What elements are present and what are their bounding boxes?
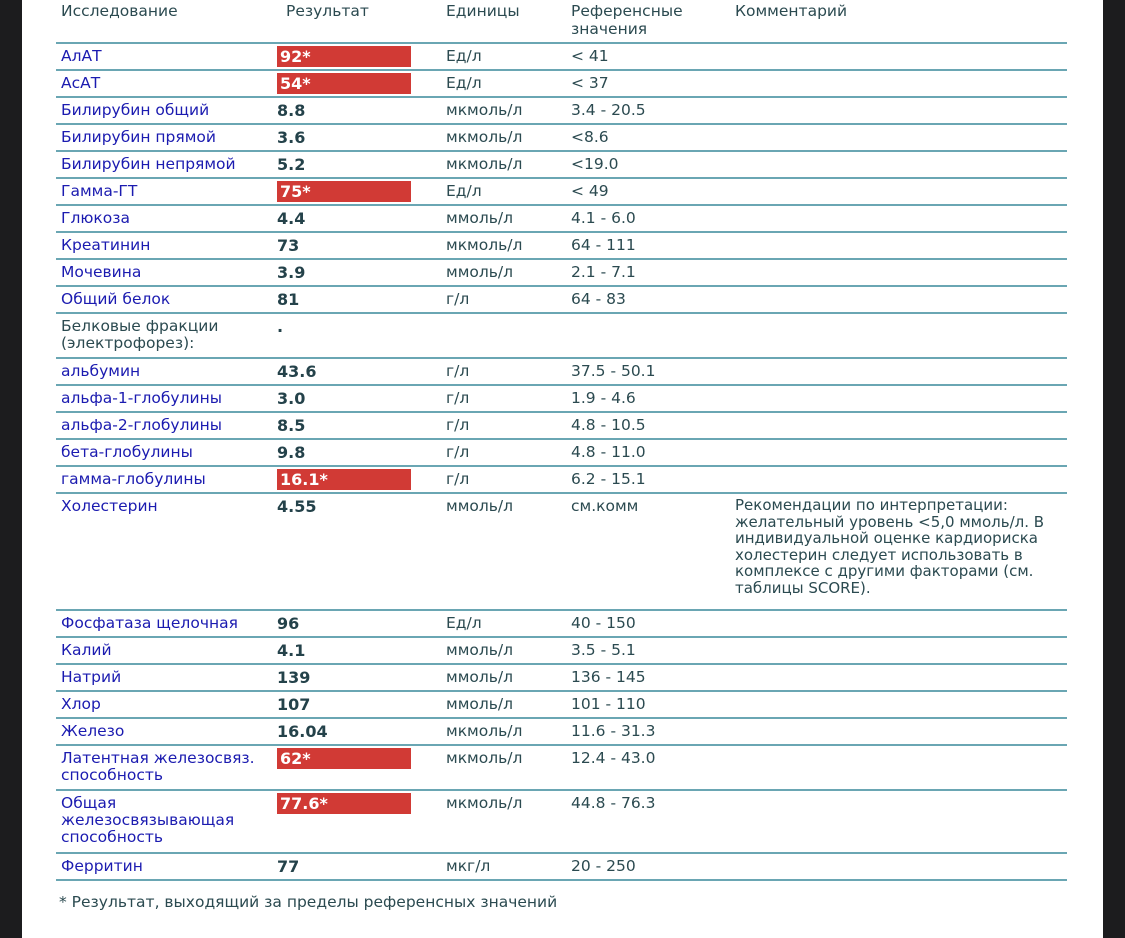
table-row [56, 152, 1067, 179]
table-row [56, 791, 1067, 854]
header-ref-line2: значения [571, 20, 648, 38]
table-header [56, 0, 1067, 44]
table-row [56, 287, 1067, 314]
reference-range: 6.2 - 15.1 [571, 470, 646, 488]
reference-range: 2.1 - 7.1 [571, 263, 636, 281]
header-name: Исследование [61, 2, 178, 20]
units: мкмоль/л [446, 128, 523, 146]
header-units: Единицы [446, 2, 520, 20]
test-name-link[interactable]: Калий [61, 641, 112, 659]
result-value-flagged: 16.1* [277, 469, 411, 490]
reference-range: 11.6 - 31.3 [571, 722, 656, 740]
reference-range: 101 - 110 [571, 695, 646, 713]
test-name-link[interactable]: альфа-1-глобулины [61, 389, 222, 407]
reference-range: <19.0 [571, 155, 619, 173]
table-row [56, 98, 1067, 125]
table-row [56, 125, 1067, 152]
test-name-link[interactable]: АсАТ [61, 74, 101, 92]
result-value: 5.2 [277, 155, 306, 174]
test-name-link[interactable]: Латентная железосвяз. способность [61, 749, 255, 784]
table-row [56, 233, 1067, 260]
header-ref [571, 2, 683, 38]
table-row [56, 440, 1067, 467]
header-comment: Комментарий [735, 2, 848, 20]
results-table [56, 0, 1067, 881]
units: г/л [446, 362, 470, 380]
result-value: 8.5 [277, 416, 306, 435]
units: ммоль/л [446, 497, 514, 515]
reference-range: < 41 [571, 47, 609, 65]
test-name-link[interactable]: гамма-глобулины [61, 470, 206, 488]
test-name-link[interactable]: Билирубин прямой [61, 128, 216, 146]
result-value-flagged: 54* [277, 73, 411, 94]
test-name-link[interactable]: АлАТ [61, 47, 102, 65]
units: мкмоль/л [446, 155, 523, 173]
table-row [56, 746, 1067, 791]
table-body [56, 44, 1067, 881]
result-value: 3.9 [277, 263, 306, 282]
result-value: 4.55 [277, 497, 317, 516]
reference-range: 12.4 - 43.0 [571, 749, 656, 767]
test-name-link[interactable]: бета-глобулины [61, 443, 193, 461]
units: ммоль/л [446, 695, 514, 713]
result-value-flagged: 92* [277, 46, 411, 67]
units: г/л [446, 443, 470, 461]
reference-range: 4.8 - 11.0 [571, 443, 646, 461]
result-value: 81 [277, 290, 300, 309]
table-row [56, 359, 1067, 386]
units: мкмоль/л [446, 101, 523, 119]
test-name-link[interactable]: Хлор [61, 695, 101, 713]
reference-range: 64 - 83 [571, 290, 626, 308]
reference-range: 3.4 - 20.5 [571, 101, 646, 119]
reference-range: 3.5 - 5.1 [571, 641, 636, 659]
units: мкмоль/л [446, 749, 523, 767]
reference-range: <8.6 [571, 128, 609, 146]
result-value-flagged: 75* [277, 181, 411, 202]
units: г/л [446, 470, 470, 488]
header-ref-line1: Референсные [571, 2, 683, 20]
units: мкмоль/л [446, 722, 523, 740]
reference-range: 64 - 111 [571, 236, 636, 254]
report-page [22, 0, 1103, 938]
units: Ед/л [446, 182, 482, 200]
units: Ед/л [446, 47, 482, 65]
test-name-link[interactable]: Мочевина [61, 263, 142, 281]
reference-range: см.комм [571, 497, 639, 515]
units: г/л [446, 290, 470, 308]
test-name-link[interactable]: Ферритин [61, 857, 143, 875]
table-row [56, 386, 1067, 413]
test-name-link[interactable]: альфа-2-глобулины [61, 416, 222, 434]
comment: Рекомендации по интерпретации: желательный уровень <5,0 ммоль/л. В индивидуальной оценке кардиориска холестерин следует использовать в комплексе с другими факторами (см. таблицы SCORE). [735, 496, 1045, 597]
test-name-link[interactable]: Общая железосвязывающая способность [61, 794, 235, 846]
units: ммоль/л [446, 641, 514, 659]
test-name-link[interactable]: Креатинин [61, 236, 151, 254]
footnote: * Результат, выходящий за пределы референсных значений [59, 893, 558, 911]
result-value: 77 [277, 857, 300, 876]
table-row [56, 638, 1067, 665]
table-row [56, 206, 1067, 233]
units: Ед/л [446, 74, 482, 92]
test-name-link[interactable]: Общий белок [61, 290, 171, 308]
result-value: 3.6 [277, 128, 306, 147]
test-name-link[interactable]: Гамма-ГТ [61, 182, 138, 200]
reference-range: 20 - 250 [571, 857, 636, 875]
reference-range: 37.5 - 50.1 [571, 362, 656, 380]
units: ммоль/л [446, 263, 514, 281]
result-value: 8.8 [277, 101, 306, 120]
table-row [56, 692, 1067, 719]
table-row [56, 71, 1067, 98]
reference-range: < 49 [571, 182, 609, 200]
test-name-link[interactable]: Глюкоза [61, 209, 130, 227]
reference-range: 4.1 - 6.0 [571, 209, 636, 227]
table-row [56, 611, 1067, 638]
result-value-flagged: 62* [277, 748, 411, 769]
test-name-link[interactable]: альбумин [61, 362, 141, 380]
units: г/л [446, 416, 470, 434]
units: мкмоль/л [446, 794, 523, 812]
test-name-link[interactable]: Билирубин непрямой [61, 155, 236, 173]
result-value: 9.8 [277, 443, 306, 462]
result-value-flagged: 77.6* [277, 793, 411, 814]
result-value: 4.1 [277, 641, 306, 660]
table-row [56, 260, 1067, 287]
reference-range: 44.8 - 76.3 [571, 794, 656, 812]
result-value: 96 [277, 614, 300, 633]
table-row [56, 314, 1067, 359]
table-row [56, 854, 1067, 881]
units: г/л [446, 389, 470, 407]
table-row [56, 494, 1067, 611]
test-name-link[interactable]: Фосфатаза щелочная [61, 614, 238, 632]
reference-range: < 37 [571, 74, 609, 92]
test-name-link[interactable]: Натрий [61, 668, 122, 686]
test-name-link[interactable]: Железо [61, 722, 125, 740]
result-value: . [277, 317, 284, 336]
header-result: Результат [286, 2, 369, 20]
table-row [56, 44, 1067, 71]
table-row [56, 179, 1067, 206]
units: мкг/л [446, 857, 491, 875]
table-row [56, 467, 1067, 494]
result-value: 16.04 [277, 722, 328, 741]
reference-range: 1.9 - 4.6 [571, 389, 636, 407]
table-row [56, 665, 1067, 692]
result-value: 139 [277, 668, 311, 687]
result-value: 3.0 [277, 389, 306, 408]
result-value: 73 [277, 236, 300, 255]
units: ммоль/л [446, 668, 514, 686]
result-value: 43.6 [277, 362, 317, 381]
result-value: 107 [277, 695, 311, 714]
test-name-link[interactable]: Билирубин общий [61, 101, 210, 119]
reference-range: 136 - 145 [571, 668, 646, 686]
table-row [56, 719, 1067, 746]
units: Ед/л [446, 614, 482, 632]
test-name-link: Белковые фракции (электрофорез): [61, 317, 219, 352]
table-row [56, 413, 1067, 440]
result-value: 4.4 [277, 209, 306, 228]
reference-range: 40 - 150 [571, 614, 636, 632]
units: мкмоль/л [446, 236, 523, 254]
units: ммоль/л [446, 209, 514, 227]
reference-range: 4.8 - 10.5 [571, 416, 646, 434]
test-name-link[interactable]: Холестерин [61, 497, 158, 515]
